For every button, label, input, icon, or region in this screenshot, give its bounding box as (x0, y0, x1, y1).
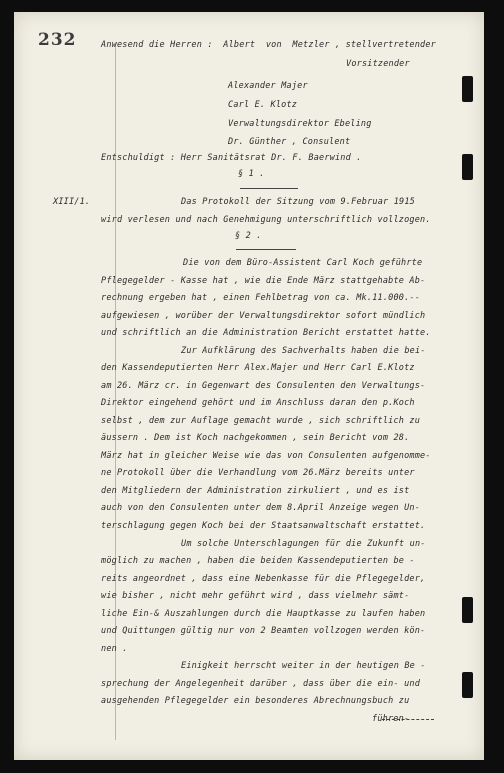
text-line: wird verlesen und nach Genehmigung unterschriftlich vollzogen. (101, 215, 431, 225)
text-line: rechnung ergeben hat , einen Fehlbetrag von ca. Mk.11.000.-- (101, 293, 421, 303)
text-line: Verwaltungsdirektor Ebeling (228, 119, 372, 129)
text-line: selbst , dem zur Auflage gemacht wurde , sich schriftlich zu (101, 416, 421, 426)
text-line: nen . (101, 644, 128, 654)
text-line: den Mitgliedern der Administration zirkuliert , und es ist (101, 486, 410, 496)
binder-hole (462, 76, 473, 102)
text-line: Dr. Günther , Consulent (228, 137, 351, 147)
text-line: äussern . Dem ist Koch nachgekommen , sein Bericht vom 28. (101, 433, 410, 443)
text-line: liche Ein-& Auszahlungen durch die Hauptkasse zu laufen haben (101, 609, 426, 619)
text-line: reits angeordnet , dass eine Nebenkasse für die Pflegegelder, (101, 574, 426, 584)
text-line: und Quittungen gültig nur von 2 Beamten vollzogen werden kön- (101, 626, 426, 636)
section-underline (236, 249, 296, 250)
text-line: wie bisher , nicht mehr geführt wird , dass vielmehr sämt- (101, 591, 410, 601)
text-line: Anwesend die Herren : Albert von Metzler , stellvertretender (101, 40, 436, 50)
text-line: Das Protokoll der Sitzung vom 9.Februar 1915 (181, 197, 415, 207)
text-line: möglich zu machen , haben die beiden Kassendeputierten be - (101, 556, 415, 566)
text-line: XIII/1. (53, 197, 91, 207)
text-line: Alexander Majer (228, 81, 308, 91)
text-line: Einigkeit herrscht weiter in der heutigen Be - (181, 661, 426, 671)
text-line: Vorsitzender (346, 59, 410, 69)
text-line: § 2 . (235, 231, 262, 241)
text-line: März hat in gleicher Weise wie das von Consulenten aufgenomme- (101, 451, 431, 461)
text-line: Um solche Unterschlagungen für die Zukunft un- (181, 539, 426, 549)
text-line: Carl E. Klotz (228, 100, 298, 110)
text-line: Die von dem Büro-Assistent Carl Koch geführte (183, 258, 423, 268)
text-line: Pflegegelder - Kasse hat , wie die Ende März stattgehabte Ab- (101, 276, 426, 286)
text-line: Entschuldigt : Herr Sanitätsrat Dr. F. Baerwind . (101, 153, 362, 163)
text-line: den Kassendeputierten Herr Alex.Majer und Herr Carl E.Klotz (101, 363, 415, 373)
section-underline (240, 188, 298, 189)
binder-hole (462, 672, 473, 698)
text-line: auch von den Consulenten unter dem 8.April Anzeige wegen Un- (101, 503, 421, 513)
text-line: terschlagung gegen Koch bei der Staatsanwaltschaft erstattet. (101, 521, 426, 531)
text-line: aufgewiesen , worüber der Verwaltungsdirektor sofort mündlich (101, 311, 426, 321)
text-line: sprechung der Angelegenheit darüber , dass über die ein- und (101, 679, 421, 689)
document-page (14, 12, 484, 760)
text-line: und schriftlich an die Administration Bericht erstattet hatte. (101, 328, 431, 338)
binder-hole (462, 154, 473, 180)
text-line: § 1 . (238, 169, 265, 179)
page-number: 232 (38, 30, 77, 50)
text-line: am 26. März cr. in Gegenwart des Consulenten den Verwaltungs- (101, 381, 426, 391)
text-line: führen- (372, 714, 410, 724)
text-line: ausgehenden Pflegegelder ein besonderes Abrechnungsbuch zu (101, 696, 410, 706)
text-line: Direktor eingehend gehört und im Anschluss daran den p.Koch (101, 398, 415, 408)
text-line: Zur Aufklärung des Sachverhalts haben die bei- (181, 346, 426, 356)
binder-hole (462, 597, 473, 623)
text-line: ne Protokoll über die Verhandlung vom 26.März bereits unter (101, 468, 415, 478)
